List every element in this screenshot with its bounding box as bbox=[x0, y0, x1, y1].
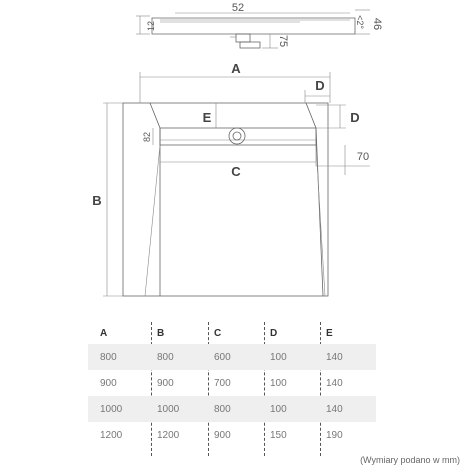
cell-a: 1200 bbox=[100, 429, 123, 441]
cell-c: 700 bbox=[214, 377, 231, 389]
units-footnote: (Wymiary podano w mm) bbox=[360, 455, 460, 465]
dim-width-top: 52 bbox=[231, 2, 245, 14]
cell-c: 600 bbox=[214, 351, 231, 363]
label-d-right: D bbox=[350, 110, 360, 125]
header-c: C bbox=[214, 327, 222, 339]
cell-d: 100 bbox=[270, 377, 287, 389]
header-e: E bbox=[326, 327, 333, 339]
cell-e: 140 bbox=[326, 377, 343, 389]
cell-b: 800 bbox=[157, 351, 174, 363]
cell-c: 800 bbox=[214, 403, 231, 415]
dim-height-right: 46 bbox=[371, 17, 383, 31]
cell-a: 1000 bbox=[100, 403, 123, 415]
cell-e: 140 bbox=[326, 403, 343, 415]
dim-drain-depth: 75 bbox=[277, 34, 289, 48]
cell-b: 900 bbox=[157, 377, 174, 389]
label-c: C bbox=[231, 164, 241, 179]
label-a: A bbox=[231, 61, 241, 76]
table-header-row bbox=[88, 322, 376, 344]
cell-d: 100 bbox=[270, 351, 287, 363]
cell-c: 900 bbox=[214, 429, 231, 441]
header-d: D bbox=[270, 327, 278, 339]
dim-margin-right: 70 bbox=[356, 151, 370, 163]
label-d-top: D bbox=[315, 78, 325, 93]
table-row bbox=[88, 422, 376, 448]
cell-b: 1000 bbox=[157, 403, 180, 415]
label-b: B bbox=[92, 193, 102, 208]
cell-e: 140 bbox=[326, 351, 343, 363]
table-row bbox=[88, 344, 376, 370]
cell-a: 800 bbox=[100, 351, 117, 363]
table-row bbox=[88, 396, 376, 422]
header-a: A bbox=[100, 327, 108, 339]
dimensions-table bbox=[88, 322, 376, 448]
dim-height-left: 12 bbox=[146, 20, 156, 32]
label-e: E bbox=[202, 110, 212, 125]
cell-b: 1200 bbox=[157, 429, 180, 441]
cell-e: 190 bbox=[326, 429, 343, 441]
cell-d: 100 bbox=[270, 403, 287, 415]
cell-a: 900 bbox=[100, 377, 117, 389]
dim-channel-width: 82 bbox=[142, 131, 152, 143]
table-row bbox=[88, 370, 376, 396]
cell-d: 150 bbox=[270, 429, 287, 441]
side-profile bbox=[136, 10, 370, 48]
header-b: B bbox=[157, 327, 165, 339]
dim-slope: <2° bbox=[355, 15, 365, 29]
plan-view bbox=[103, 72, 370, 296]
